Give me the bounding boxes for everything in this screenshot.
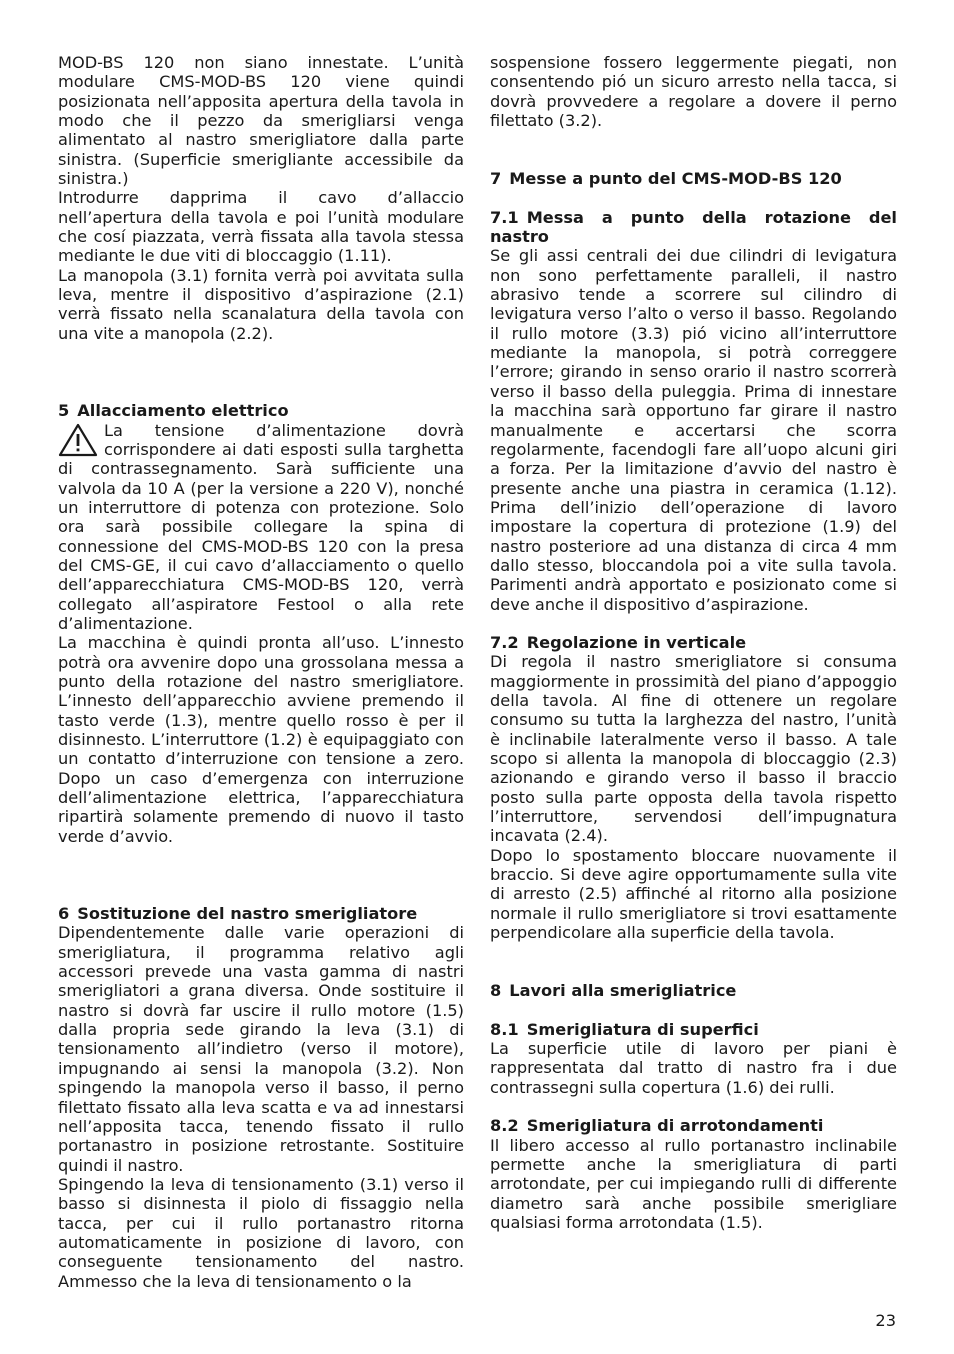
warning-triangle-icon: [58, 423, 98, 457]
paragraph: La tensione d’alimentazione dovrà corrispondere ai dati esposti sulla targhetta di contrassegnamento. Sarà sufficiente una valvola da 10 A (per la versione a 220 V), nonché un interruttore di potenza con protezione. Solo ora sarà possibile collegare la spina di connessione del CMS-MOD-BS 120 con la presa del CMS-GE, il cui cavo d’allacciamento o quello dell’apparecchiatura CMS-MOD-BS 120, verrà collegato all’aspiratore Festool o alla rete d’alimentazione.: [58, 420, 464, 633]
right-column: [490, 53, 897, 1232]
paragraph: Di regola il nastro smerigliatore si consuma maggiormente in prossimità del piano d’appoggio della tavola. Al fine di ottenere un regolare consumo su tutta la larghezza del nastro, l’unità è inclinabile lateralmente verso il basso. A tale scopo si allenta la manopola di bloccaggio (2.3) azionando e girando verso il basso il braccio posto sulla parte opposta della tavola rispetto l’interruttore, servendosi dell’impugnatura incavata (2.4).: [490, 652, 897, 846]
section-heading-7-1: 7.1 Messa a punto della rotazione del nastro: [490, 207, 897, 247]
section-heading-5: 5 Allacciamento elettrico: [58, 401, 289, 421]
page-number: 23: [875, 1311, 896, 1330]
paragraph: La macchina è quindi pronta all’uso. L’innesto potrà ora avvenire dopo una grossolana messa a punto della rotazione del nastro smerigliatore. L’innesto dell’apparecchio avviene premendo il tasto verde (1.3), mentre quello rosso è per il disinnesto. L’interruttore (1.2) è equipaggiato con un contatto d’interruzione con tensione a zero. Dopo un caso d’emergenza con interruzione dell’alimentazione elettrica, l’apparecchiatura ripartirà solamente premendo di nuovo il tasto verde d’avvio.: [58, 633, 464, 846]
left-column: [58, 53, 464, 1291]
paragraph: Il libero accesso al rullo portanastro inclinabile permette anche la smerigliatura di parti arrotondate, per cui impiegando rulli di differente diametro sarà anche possibile smerigliare qualsiasi forma arrotondata (1.5).: [490, 1135, 897, 1232]
paragraph: Dipendentemente dalle varie operazioni di smerigliatura, il programma relativo agli accessori prevede una vasta gamma di nastri smerigliatori a grana diversa. Onde sostituire il nastro si dovrà far uscire il rullo motore (1.5) dalla propria sede girando la leva (3.1) di tensionamento all’indietro (verso il motore), impugnando ai sensi la manopola (3.2). Non spingendo la manopola verso il basso, il perno filettato fissato alla leva scatta e va ad innestarsi nell’apposita tacca, tenendo fissato il rullo portanastro in posizione retrostante. Sostituire quindi il nastro.: [58, 923, 464, 1175]
paragraph: Dopo lo spostamento bloccare nuovamente il braccio. Si deve agire opportumamente sulla vite di arresto (2.5) affinché al ritorno alla posizione normale il rullo smerigliatore si trovi esattamente perpendicolare alla superficie della tavola.: [490, 845, 897, 943]
paragraph: sospensione fossero leggermente piegati, non consentendo pió un sicuro arresto nella tacca, si dovrà provvedere a regolare a dovere il perno filettato (3.2).: [490, 53, 897, 131]
section-heading-6: 6 Sostituzione del nastro smerigliatore: [58, 904, 418, 924]
paragraph: Se gli assi centrali dei due cilindri di levigatura non sono perfettamente paralleli, il nastro abrasivo tende a scorrere sul cilindro di levigatura verso l’alto o verso il basso. Regolando il rullo motore (3.3) pió vicino all’interruttore mediante la manopola, si potrà correggere l’errore; girando in senso orario il nastro scorrerà verso il basso della puleggia. Prima di innestare la macchina sarà opportuno far girare il nastro manualmente e accertarsi che scorra regolarmente, facendogli fare all’uopo alcuni giri a forza. Per la limitazione d’avvio del nastro è presente anche una piastra in ceramica (1.12). Prima dell’inizio dell’operazione di lavoro impostare la copertura di protezione (1.9) del nastro posteriore ad una distanza di circa 4 mm dallo stesso, bloccandola poi a vite sulla tavola. Parimenti andrà apportato e posizionato come si deve anche il dispositivo d’aspirazione.: [490, 246, 897, 614]
section-heading-8: 8 Lavori alla smerigliatrice: [490, 981, 737, 1001]
paragraph: La manopola (3.1) fornita verrà poi avvitata sulla leva, mentre il dispositivo d’aspirazione (2.1) verrà fissato nella scanalatura della tavola con una vite a manopola (2.2).: [58, 265, 464, 343]
section-heading-8-1: 8.1 Smerigliatura di superfici: [490, 1019, 759, 1039]
paragraph: MOD-BS 120 non siano innestate. L’unità modulare CMS-MOD-BS 120 viene quindi posizionata nell’apposita apertura della tavola in modo che il pezzo da smerigliarsi venga alimentato al nastro smerigliatore dalla parte sinistra. (Superficie smerigliante accessibile da sinistra.): [58, 53, 464, 189]
section-heading-7-2: 7.2 Regolazione in verticale: [490, 632, 747, 652]
section-heading-8-2: 8.2 Smerigliatura di arrotondamenti: [490, 1116, 824, 1136]
section-heading-7: 7 Messe a punto del CMS-MOD-BS 120: [490, 169, 842, 189]
paragraph: La superficie utile di lavoro per piani è rappresentata dal tratto di nastro fra i due contrassegni sulla copertura (1.6) dei rulli.: [490, 1039, 897, 1097]
paragraph: Introdurre dapprima il cavo d’allaccio nell’apertura della tavola e poi l’unità modulare che cosí piazzata, verrà fissata alla tavola stessa mediante le due viti di bloccaggio (1.11).: [58, 188, 464, 266]
paragraph: Spingendo la leva di tensionamento (3.1) verso il basso si disinnesta il piolo di fissaggio nella tacca, per cui il rullo portanastro ritorna automaticamente in posizione di lavoro, con conseguente tensionamento del nastro. Ammesso che la leva di tensionamento o la: [58, 1174, 464, 1291]
